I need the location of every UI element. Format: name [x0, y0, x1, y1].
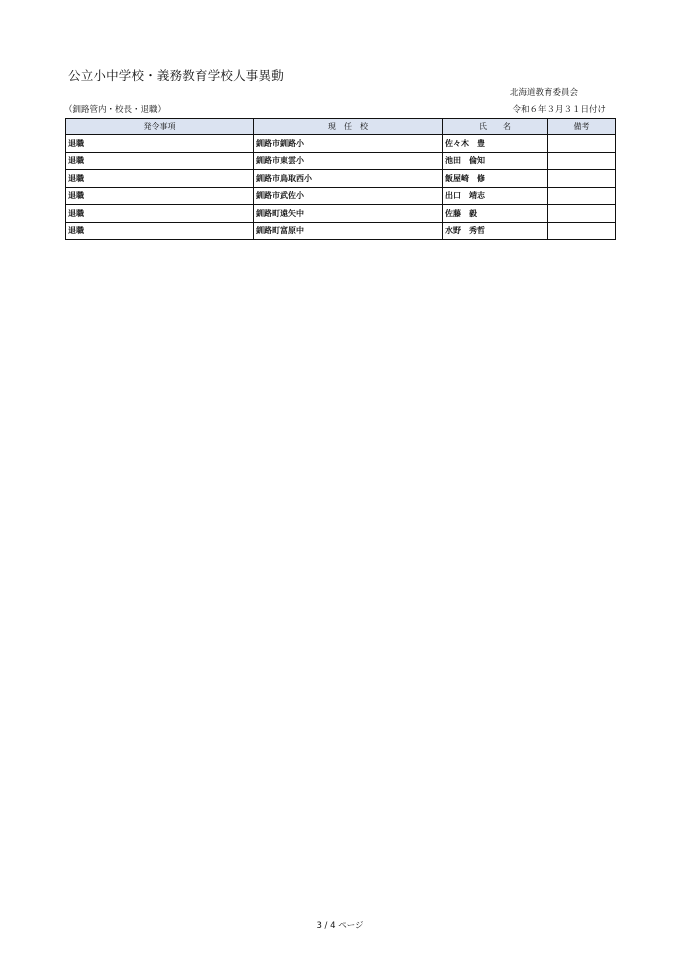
cell-order: 退職	[66, 187, 254, 205]
cell-order: 退職	[66, 170, 254, 188]
document-subtitle: （釧路管内・校長・退職）	[64, 105, 167, 115]
document-title: 公立小中学校・義務教育学校人事異動	[68, 68, 284, 83]
header-remarks: 備考	[548, 119, 616, 135]
header-name: 氏 名	[443, 119, 548, 135]
table-row	[66, 170, 616, 188]
issuer: 北海道教育委員会	[509, 88, 578, 98]
cell-order: 退職	[66, 152, 254, 170]
table-row	[66, 135, 616, 153]
cell-remarks	[548, 205, 616, 223]
cell-school: 釧路市鳥取西小	[254, 170, 443, 188]
cell-school: 釧路町遠矢中	[254, 205, 443, 223]
effective-date: 令和６年３月３１日付け	[512, 105, 606, 115]
cell-school: 釧路市東雲小	[254, 152, 443, 170]
table-row	[66, 152, 616, 170]
cell-name: 水野 秀哲	[443, 222, 548, 240]
table-row	[66, 205, 616, 223]
cell-name: 出口 靖志	[443, 187, 548, 205]
cell-name: 佐々木 豊	[443, 135, 548, 153]
cell-remarks	[548, 152, 616, 170]
cell-remarks	[548, 135, 616, 153]
cell-name: 佐藤 毅	[443, 205, 548, 223]
cell-order: 退職	[66, 135, 254, 153]
header-school: 現 任 校	[254, 119, 443, 135]
table-row	[66, 222, 616, 240]
cell-school: 釧路市釧路小	[254, 135, 443, 153]
table-row	[66, 187, 616, 205]
table-header-row	[66, 119, 616, 135]
cell-order: 退職	[66, 222, 254, 240]
cell-name: 飯屋崎 修	[443, 170, 548, 188]
personnel-table	[65, 118, 616, 240]
cell-remarks	[548, 222, 616, 240]
page-number: 3 / 4 ページ	[316, 921, 364, 931]
cell-remarks	[548, 187, 616, 205]
cell-order: 退職	[66, 205, 254, 223]
cell-remarks	[548, 170, 616, 188]
cell-name: 池田 倫知	[443, 152, 548, 170]
cell-school: 釧路町富原中	[254, 222, 443, 240]
header-order: 発令事項	[66, 119, 254, 135]
cell-school: 釧路市武佐小	[254, 187, 443, 205]
